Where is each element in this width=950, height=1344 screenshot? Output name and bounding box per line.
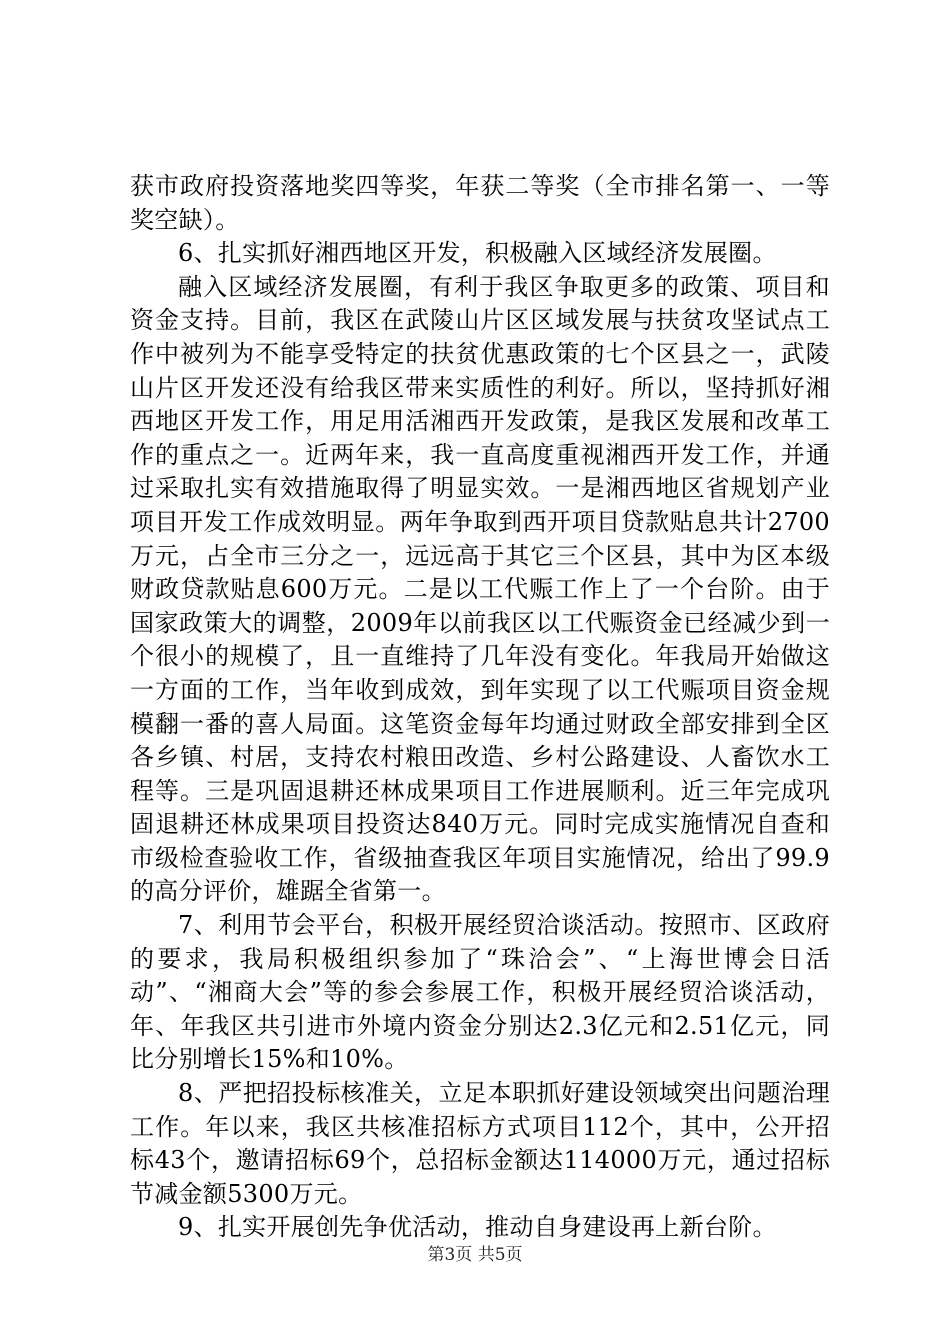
- paragraph-item-6-body: 融入区域经济发展圈，有利于我区争取更多的政策、项目和资金支持。目前，我区在武陵山片区区域发展与扶贫攻坚试点工作中被列为不能享受特定的扶贫优惠政策的七个区县之一，武陵山片区开发还没有给我区带来实质性的利好。所以，坚持抓好湘西地区开发工作，用足用活湘西开发政策，是我区发展和改革工作的重点之一。近两年来，我一直高度重视湘西开发工作，并通过采取扎实有效措施取得了明显实效。一是湘西地区省规划产业项目开发工作成效明显。两年争取到西开项目贷款贴息共计2700万元，占全市三分之一，远远高于其它三个区县，其中为区本级财政贷款贴息600万元。二是以工代赈工作上了一个台阶。由于国家政策大的调整，2009年以前我区以工代赈资金已经减少到一个很小的规模了，且一直维持了几年没有变化。年我局开始做这一方面的工作，当年收到成效，到年实现了以工代赈项目资金规模翻一番的喜人局面。这笔资金每年均通过财政全部安排到全区各乡镇、村居，支持农村粮田改造、乡村公路建设、人畜饮水工程等。三是巩固退耕还林成果项目工作进展顺利。近三年完成巩固退耕还林成果项目投资达840万元。同时完成实施情况自查和市级检查验收工作，省级抽查我区年项目实施情况，给出了99.9的高分评价，雄踞全省第一。: [130, 272, 830, 906]
- paragraph-continuation: 获市政府投资落地奖四等奖，年获二等奖（全市排名第一、一等奖空缺）。: [130, 172, 830, 234]
- page-number-footer: 第3页 共5页: [427, 1245, 523, 1265]
- paragraph-item-9: 9、扎实开展创先争优活动，推动自身建设再上新台阶。: [178, 1213, 777, 1242]
- document-body: [130, 170, 830, 1245]
- paragraph-item-7: 7、利用节会平台，积极开展经贸洽谈活动。按照市、区政府的要求，我局积极组织参加了“珠洽会”、“上海世博会日活动”、“湘商大会”等的参会参展工作，积极开展经贸洽谈活动，年、年我区共引进市外境内资金分别达2.3亿元和2.51亿元，同比分别增长15%和10%。: [130, 911, 830, 1074]
- paragraph-item-6-heading: 6、扎实抓好湘西地区开发，积极融入区域经济发展圈。: [178, 239, 777, 268]
- paragraph-item-8: 8、严把招投标核准关，立足本职抓好建设领域突出问题治理工作。年以来，我区共核准招标方式项目112个，其中，公开招标43个，邀请招标69个，总招标金额达114000万元，通过招标节减金额5300万元。: [130, 1079, 830, 1208]
